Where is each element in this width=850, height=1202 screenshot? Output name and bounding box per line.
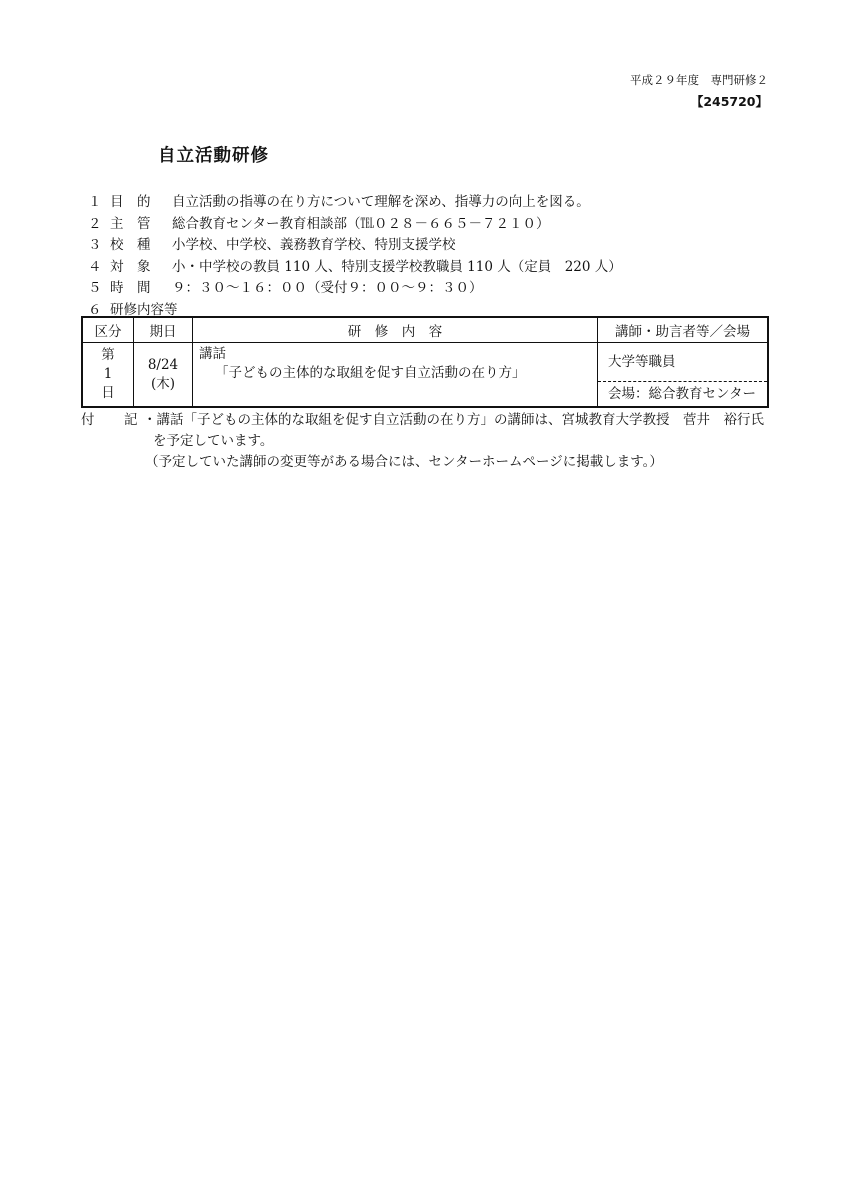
item-label: 対 象 <box>110 258 151 275</box>
table-header-row <box>82 317 768 343</box>
day-label-1: 第 <box>101 347 115 363</box>
note-line <box>81 431 781 452</box>
note-text-2: を予定しています。 <box>153 433 274 449</box>
date-cell <box>134 343 193 408</box>
venue-name: 会場：総合教育センター <box>608 386 756 402</box>
item-number: ６ <box>88 301 102 318</box>
list-item <box>88 278 788 300</box>
list-item <box>88 214 788 236</box>
column-header-category: 区分 <box>82 317 134 343</box>
supplementary-note <box>81 410 781 473</box>
column-header-instructor: 講師・助言者等／会場 <box>598 317 769 343</box>
page-title: 自立活動研修 <box>158 146 269 166</box>
day-label-3: 日 <box>101 385 115 401</box>
schedule-table <box>81 316 769 408</box>
note-text-1: ・講話「子どもの主体的な取組を促す自立活動の在り方」の講師は、宮城教育大学教授 菅井 裕行氏 <box>143 412 764 428</box>
overview-list <box>88 192 788 321</box>
list-item <box>88 257 788 279</box>
note-text-3: （予定していた講師の変更等がある場合には、センターホームページに掲載します。） <box>145 454 663 470</box>
day-label-2: 1 <box>103 366 113 382</box>
item-label: 主 管 <box>110 215 151 232</box>
instructor-name: 大学等職員 <box>598 343 767 382</box>
item-label: 校 種 <box>110 237 151 253</box>
note-line <box>81 410 781 431</box>
instructor-cell <box>598 343 769 408</box>
content-subtitle: 「子どもの主体的な取組を促す自立活動の在り方」 <box>215 365 526 381</box>
course-code: 【245720】 <box>690 94 768 109</box>
day-cell <box>82 343 134 408</box>
content-cell <box>193 343 598 408</box>
note-label: 付 記 <box>81 412 146 428</box>
item-label: 時 間 <box>110 280 151 296</box>
item-number: ２ <box>88 215 102 232</box>
weekday-value: (木) <box>150 375 176 392</box>
item-value: 小学校、中学校、義務教育学校、特別支援学校 <box>172 237 456 253</box>
course-year-label: 平成２９年度 専門研修２ <box>630 73 768 87</box>
item-value: ９：３０～１６：００（受付９：００～９：３０） <box>172 280 483 296</box>
content-title: 講話 <box>199 346 226 362</box>
note-line <box>81 452 781 473</box>
list-item <box>88 235 788 257</box>
item-label: 目 的 <box>110 194 151 210</box>
date-value: 8/24 <box>147 356 179 373</box>
item-value: 総合教育センター教育相談部（℡０２８－６６５－７２１０） <box>172 215 550 232</box>
item-value: 自立活動の指導の在り方について理解を深め、指導力の向上を図る。 <box>172 194 590 210</box>
table-row <box>82 343 768 408</box>
item-number: １ <box>88 194 102 210</box>
item-number: ３ <box>88 237 102 253</box>
column-header-content: 研 修 内 容 <box>193 317 598 343</box>
item-label: 研修内容等 <box>110 301 178 318</box>
item-number: ５ <box>88 280 102 296</box>
item-number: ４ <box>88 258 102 275</box>
list-item <box>88 192 788 214</box>
column-header-date: 期日 <box>134 317 193 343</box>
item-value: 小・中学校の教員 110 人、特別支援学校教職員 110 人（定員 220 人） <box>172 258 622 275</box>
